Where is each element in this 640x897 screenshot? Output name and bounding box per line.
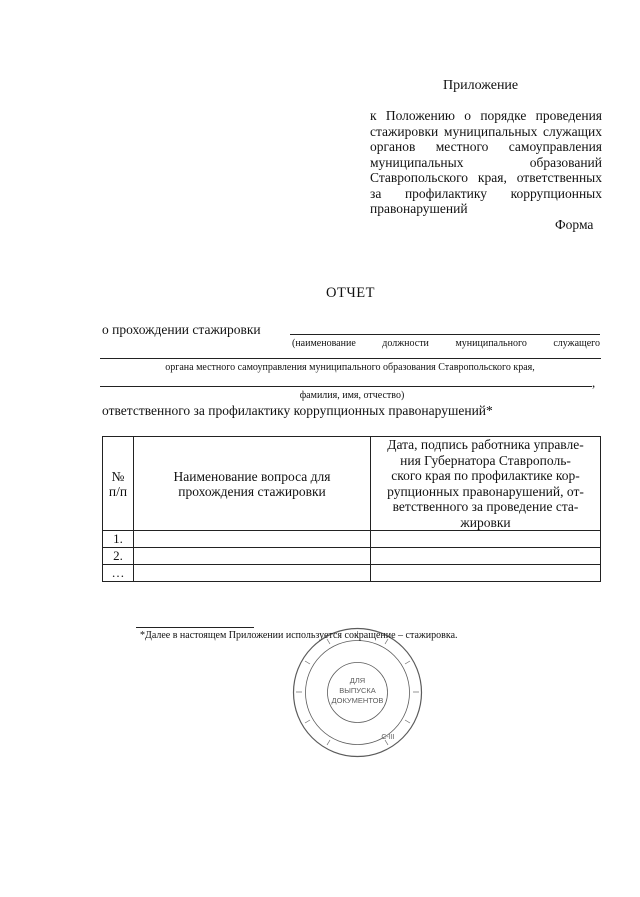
stamp-center-line: ДОКУМЕНТОВ [331,696,384,705]
table-row [103,565,601,582]
organ-hint: органа местного самоуправления муниципального образования Ставропольского края, [165,362,535,373]
header-date-line: рупционных правонарушений, от- [387,483,584,499]
table-row [103,531,601,548]
position-hint [292,338,600,349]
row-date-cell[interactable] [371,531,601,548]
name-input-line[interactable] [100,386,592,387]
table-row [103,548,601,565]
header-date-line: ния Губернатора Ставрополь- [400,452,571,468]
header-date-line: ветственного за проведение ста- [392,499,579,514]
internship-label: о прохождении стажировки [102,322,261,337]
row-number: … [103,565,134,582]
header-number-line2: п/п [108,483,128,499]
header-date-line: жировки [460,514,511,530]
stamp-center-line: ВЫПУСКА [339,686,376,695]
footnote: *Далее в настоящем Приложении используется сокращение – стажировка. [140,630,458,641]
position-hint-word: служащего [553,338,600,349]
row-date-cell[interactable] [371,565,601,582]
position-hint-word: (наименование [292,338,356,349]
header-date-line: Дата, подпись работника управле- [387,437,584,452]
stamp-center-line: ДЛЯ [349,676,366,685]
row-date-cell[interactable] [371,548,601,565]
row-number: 1. [103,531,134,548]
organ-input-line[interactable] [100,358,601,359]
report-table [102,436,601,582]
appendix-title: Приложение [443,78,519,93]
name-hint: фамилия, имя, отчество) [299,390,405,401]
row-question-cell[interactable] [134,548,371,565]
header-question-line2: прохождения стажировки [178,483,326,499]
form-label: Форма [555,217,594,232]
responsible-line: ответственного за профилактику коррупционных правонарушений* [102,403,493,418]
position-input-line[interactable] [290,334,600,335]
row-question-cell[interactable] [134,565,371,582]
header-number [103,437,134,531]
row-question-cell[interactable] [134,531,371,548]
header-number-line1: № [111,468,125,484]
header-date-line: ского края по профилактике кор- [391,468,580,483]
header-date-signature [371,437,601,531]
position-hint-word: должности [382,338,429,349]
stamp-code: С-III [381,734,395,741]
table-header-row [103,437,601,531]
report-title: ОТЧЕТ [326,285,375,301]
header-question-line1: Наименование вопроса для [173,468,331,484]
header-question [134,437,371,531]
position-hint-word: муниципального [455,338,527,349]
name-comma: , [592,375,596,390]
row-number: 2. [103,548,134,565]
appendix-body: к Положению о порядке проведения стажировки муниципальных служащих органов местного самоуправления муниципальных образований Ставропольского края, ответственных за профилактику коррупционных правонарушений [370,108,602,216]
footnote-separator [136,627,254,628]
round-stamp [290,625,425,760]
